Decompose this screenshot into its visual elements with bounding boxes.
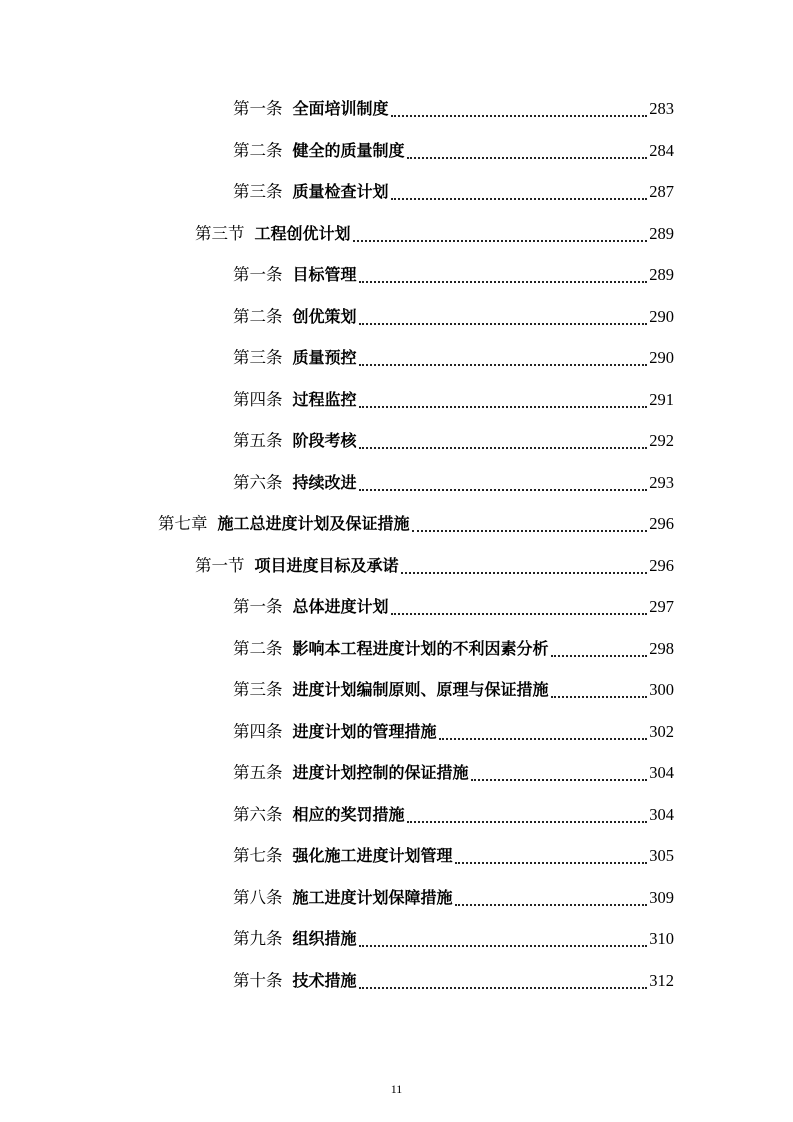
toc-entry-number: 第三条 <box>233 348 283 367</box>
toc-entry-title: 全面培训制度 <box>292 99 389 118</box>
toc-entry-number: 第五条 <box>233 431 283 450</box>
toc-entry-number: 第八条 <box>233 887 283 907</box>
toc-entry-page: 312 <box>649 970 674 990</box>
toc-entry-page: 283 <box>649 99 674 118</box>
toc-entry-page: 310 <box>649 929 674 948</box>
toc-dot-leader <box>439 712 648 752</box>
toc-entry-number: 第七章 <box>158 514 208 533</box>
toc-dot-leader <box>391 172 648 212</box>
toc-entry-title: 相应的奖罚措施 <box>292 804 405 824</box>
toc-entry-page: 287 <box>649 182 674 201</box>
toc-entry-title: 进度计划控制的保证措施 <box>292 763 469 782</box>
toc-entry-page: 305 <box>649 846 674 865</box>
toc-dot-leader <box>359 919 648 959</box>
toc-entry-number: 第六条 <box>233 804 283 824</box>
page-number: 11 <box>390 1082 403 1096</box>
toc-entry-page: 284 <box>649 140 674 160</box>
toc-entry[interactable] <box>233 795 674 835</box>
toc-entry-number: 第四条 <box>233 721 283 741</box>
toc-entry-title: 强化施工进度计划管理 <box>292 846 453 865</box>
toc-entry[interactable] <box>233 712 674 752</box>
toc-entry[interactable] <box>233 878 674 918</box>
toc-entry-title: 质量预控 <box>292 348 357 367</box>
toc-entry-title: 阶段考核 <box>292 431 357 450</box>
toc-dot-leader <box>551 629 648 669</box>
toc-entry-page: 289 <box>649 223 674 243</box>
toc-entry[interactable] <box>233 338 674 378</box>
toc-dot-leader <box>455 836 648 876</box>
toc-entry-number: 第五条 <box>233 763 283 782</box>
toc-dot-leader <box>471 753 648 793</box>
toc-entry-page: 298 <box>649 638 674 658</box>
toc-dot-leader <box>401 546 648 586</box>
toc-entry-page: 290 <box>649 348 674 367</box>
toc-entry-number: 第四条 <box>233 389 283 409</box>
toc-entry-title: 进度计划编制原则、原理与保证措施 <box>292 680 549 699</box>
toc-dot-leader <box>359 421 648 461</box>
toc-entry-title: 施工进度计划保障措施 <box>292 887 453 907</box>
toc-dot-leader <box>407 131 648 171</box>
toc-entry-number: 第二条 <box>233 306 283 326</box>
toc-dot-leader <box>359 297 648 337</box>
toc-entry-number: 第一节 <box>195 555 245 575</box>
toc-entry-title: 项目进度目标及承诺 <box>254 555 399 575</box>
toc-entry[interactable] <box>195 546 674 586</box>
toc-entry-title: 创优策划 <box>292 306 357 326</box>
toc-entry-number: 第三节 <box>195 223 245 243</box>
toc-entry[interactable] <box>158 504 674 544</box>
toc-entry[interactable] <box>195 214 674 254</box>
toc-entry[interactable] <box>233 421 674 461</box>
toc-entry-number: 第六条 <box>233 472 283 492</box>
toc-entry-title: 影响本工程进度计划的不利因素分析 <box>292 638 549 658</box>
toc-entry-title: 质量检查计划 <box>292 182 389 201</box>
toc-dot-leader <box>391 89 648 129</box>
toc-entry-number: 第三条 <box>233 182 283 201</box>
toc-entry-number: 第三条 <box>233 680 283 699</box>
toc-entry[interactable] <box>233 131 674 171</box>
toc-dot-leader <box>391 587 648 627</box>
toc-dot-leader <box>407 795 648 835</box>
toc-entry[interactable] <box>233 753 674 793</box>
toc-entry-title: 施工总进度计划及保证措施 <box>217 514 410 533</box>
toc-entry-page: 297 <box>649 597 674 616</box>
toc-entry-number: 第二条 <box>233 638 283 658</box>
toc-entry-number: 第十条 <box>233 970 283 990</box>
toc-entry[interactable] <box>233 919 674 959</box>
toc-entry-title: 工程创优计划 <box>254 223 351 243</box>
toc-entry[interactable] <box>233 836 674 876</box>
toc-entry[interactable] <box>233 89 674 129</box>
toc-dot-leader <box>359 255 648 295</box>
toc-entry-number: 第二条 <box>233 140 283 160</box>
toc-entry-page: 296 <box>649 514 674 533</box>
toc-entry-title: 过程监控 <box>292 389 357 409</box>
toc-dot-leader <box>359 463 648 503</box>
toc-entry-title: 总体进度计划 <box>292 597 389 616</box>
toc-entry-page: 290 <box>649 306 674 326</box>
toc-entry-page: 302 <box>649 721 674 741</box>
toc-entry-number: 第一条 <box>233 265 283 284</box>
toc-entry-page: 309 <box>649 887 674 907</box>
toc-entry-number: 第一条 <box>233 99 283 118</box>
toc-entry[interactable] <box>233 297 674 337</box>
toc-entry-page: 289 <box>649 265 674 284</box>
toc-entry-title: 技术措施 <box>292 970 357 990</box>
toc-entry-number: 第一条 <box>233 597 283 616</box>
toc-entry-title: 健全的质量制度 <box>292 140 405 160</box>
toc-entry-number: 第七条 <box>233 846 283 865</box>
toc-entry[interactable] <box>233 961 674 1001</box>
toc-entry-number: 第九条 <box>233 929 283 948</box>
toc-entry[interactable] <box>233 670 674 710</box>
toc-dot-leader <box>353 214 648 254</box>
toc-entry[interactable] <box>233 255 674 295</box>
toc-entry-title: 进度计划的管理措施 <box>292 721 437 741</box>
toc-entry-page: 292 <box>649 431 674 450</box>
toc-entry-title: 组织措施 <box>292 929 357 948</box>
toc-dot-leader <box>412 504 648 544</box>
toc-dot-leader <box>359 338 648 378</box>
toc-entry-page: 291 <box>649 389 674 409</box>
toc-dot-leader <box>359 380 648 420</box>
toc-dot-leader <box>359 961 648 1001</box>
toc-entry-page: 296 <box>649 555 674 575</box>
toc-entry[interactable] <box>233 463 674 503</box>
toc-dot-leader <box>455 878 648 918</box>
toc-entry-title: 持续改进 <box>292 472 357 492</box>
toc-entry[interactable] <box>233 172 674 212</box>
toc-entry[interactable] <box>233 587 674 627</box>
toc-entry[interactable] <box>233 629 674 669</box>
toc-entry[interactable] <box>233 380 674 420</box>
toc-entry-page: 293 <box>649 472 674 492</box>
toc-entry-page: 304 <box>649 804 674 824</box>
toc-dot-leader <box>551 670 648 710</box>
toc-entry-title: 目标管理 <box>292 265 357 284</box>
toc-entry-page: 300 <box>649 680 674 699</box>
toc-entry-page: 304 <box>649 763 674 782</box>
